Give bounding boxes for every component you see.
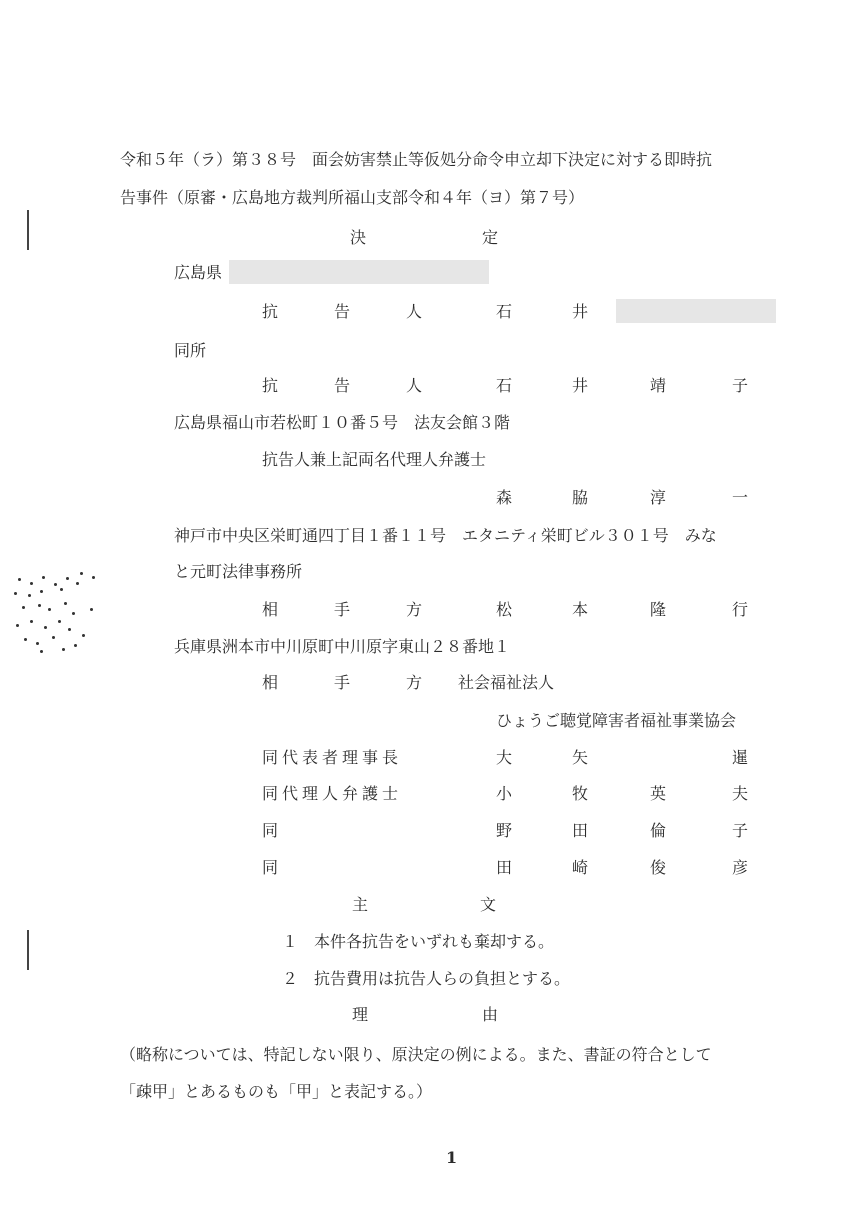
name-char: 石 [496,376,513,395]
role-char: 方 [406,600,423,619]
reasons-text-line2: 「疎甲」とあるものも「甲」と表記する。） [120,1082,433,1101]
margin-mark-top [27,210,29,250]
counsel-address: 広島県福山市若松町１０番５号 法友会館３階 [174,413,511,432]
lawyer-role: 同 [262,821,279,840]
main-text-heading-char: 主 [352,895,369,914]
name-char: 脇 [572,488,589,507]
margin-mark-bottom [27,930,29,970]
reasons-text-line1: （略称については、特記しない限り、原決定の例による。また、書証の符合として [120,1045,712,1064]
name-char: 夫 [732,784,749,803]
office-address-line2: と元町法律事務所 [174,562,303,581]
counsel-role: 抗告人兼上記両名代理人弁護士 [262,450,487,469]
office-address-line1: 神戸市中央区栄町通四丁目１番１１号 エタニティ栄町ビル３０１号 みな [174,526,717,545]
name-char: 牧 [572,784,589,803]
name-char: 子 [732,376,749,395]
representative-role: 同代表者理事長 [262,748,403,767]
main-text-item: ２ 抗告費用は抗告人らの負担とする。 [282,969,571,988]
name-char: 矢 [572,748,589,767]
role-char: 相 [262,600,279,619]
address-prefecture: 広島県 [174,263,223,282]
name-char: 一 [732,488,749,507]
lawyer-role: 同代理人弁護士 [262,784,403,803]
name-char: 英 [650,784,667,803]
name-char: 井 [572,302,589,321]
role-char: 手 [334,673,351,692]
name-char: 松 [496,600,513,619]
name-char: 本 [572,600,589,619]
main-text-heading-char: 文 [480,895,497,914]
name-char: 小 [496,784,513,803]
entity-type: 社会福祉法人 [458,673,555,692]
name-char: 田 [572,821,589,840]
same-place-label: 同所 [174,341,207,360]
name-char: 井 [572,376,589,395]
role-char: 告 [334,302,351,321]
role-char: 抗 [262,376,279,395]
name-char: 子 [732,821,749,840]
name-char: 田 [496,858,513,877]
role-char: 手 [334,600,351,619]
redacted-address [229,260,489,284]
page-number: 1 [446,1148,458,1167]
document-title-char: 定 [482,228,499,247]
reasons-heading-char: 理 [352,1005,369,1024]
main-text-item: １ 本件各抗告をいずれも棄却する。 [282,932,555,951]
lawyer-role: 同 [262,858,279,877]
role-char: 抗 [262,302,279,321]
respondent-address: 兵庫県洲本市中川原町中川原字東山２８番地１ [174,637,511,656]
role-char: 人 [406,376,423,395]
name-char: 彦 [732,858,749,877]
name-char: 靖 [650,376,667,395]
name-char: 行 [732,600,749,619]
name-char: 淳 [650,488,667,507]
name-char: 森 [496,488,513,507]
name-char: 倫 [650,821,667,840]
document-title-char: 決 [350,228,367,247]
role-char: 告 [334,376,351,395]
name-char: 崎 [572,858,589,877]
name-char: 隆 [650,600,667,619]
entity-name: ひょうご聴覚障害者福祉事業協会 [496,711,737,730]
reasons-heading-char: 由 [482,1005,499,1024]
case-header-line2: 告事件（原審・広島地方裁判所福山支部令和４年（ヨ）第７号） [120,188,585,207]
role-char: 人 [406,302,423,321]
name-char: 野 [496,821,513,840]
name-char: 俊 [650,858,667,877]
case-header-line1: 令和５年（ラ）第３８号 面会妨害禁止等仮処分命令申立却下決定に対する即時抗 [120,150,713,169]
name-char: 石 [496,302,513,321]
role-char: 方 [406,673,423,692]
name-char: 暹 [732,748,749,767]
role-char: 相 [262,673,279,692]
redacted-name [616,299,776,323]
name-char: 大 [496,748,513,767]
